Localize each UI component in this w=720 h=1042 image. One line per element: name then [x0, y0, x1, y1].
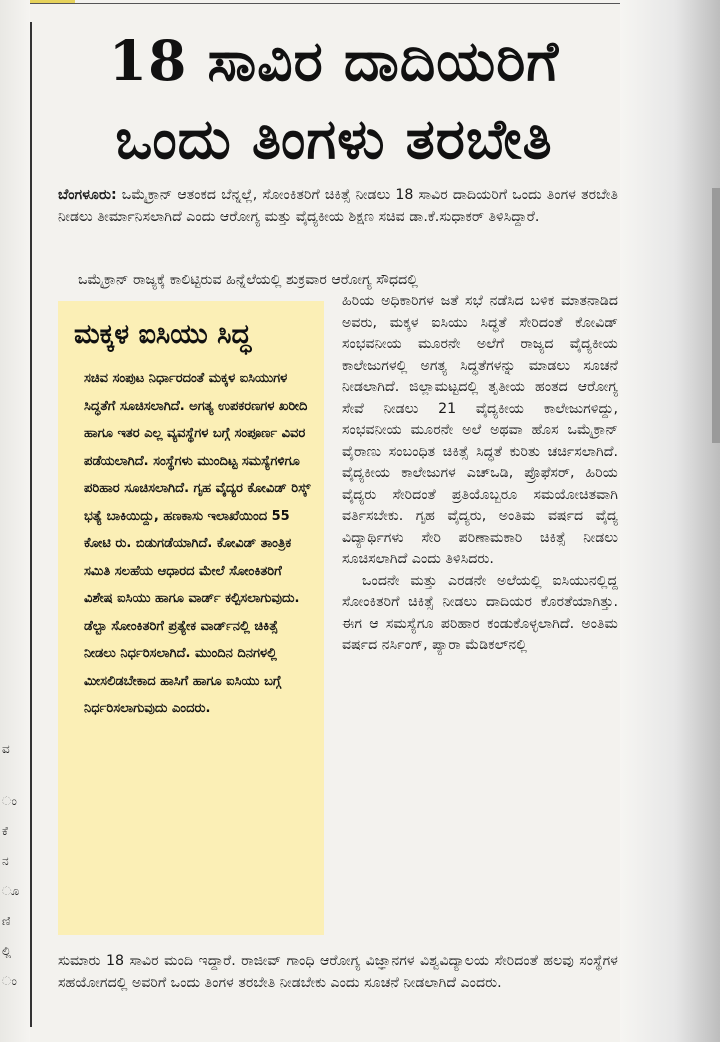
top-rule — [30, 3, 620, 4]
adjacent-column-fragment — [0, 0, 30, 1042]
margin-fragment: ಲ್ಲಿ — [2, 944, 12, 958]
intro-text: ಒಮೈಕ್ರಾನ್ ಆತಂಕದ ಬೆನ್ನಲ್ಲೆ, ಸೋಂಕಿತರಿಗೆ ಚಿಕಿತ್ಸೆ ನೀಡಲು 18 ಸಾವಿರ ದಾದಿಯರಿಗೆ ಒಂದು ತಿಂಗಳ ತರಬೇತಿ ನೀಡಲು ತೀರ್ಮಾನಿಸಲಾಗಿದೆ ಎಂದು ಆರೋಗ್ಯ ಮತ್ತು ವೈದ್ಯಕೀಯ ಶಿಕ್ಷಣ ಸಚಿವ ಡಾ.ಕೆ.ಸುಧಾಕರ್ ತಿಳಿಸಿದ್ದಾರೆ. — [58, 187, 618, 225]
dateline: ಬೆಂಗಳೂರು: — [58, 187, 117, 203]
margin-fragment: ಂ — [2, 794, 17, 808]
margin-fragment: ಣಿ — [2, 914, 11, 928]
margin-fragment: ಂ — [2, 974, 17, 988]
article-closing-paragraph: ಸುಮಾರು 18 ಸಾವಿರ ಮಂದಿ ಇದ್ದಾರೆ. ರಾಜೀವ್ ಗಾಂಧಿ ಆರೋಗ್ಯ ವಿಜ್ಞಾನಗಳ ವಿಶ್ವವಿದ್ಯಾಲಯ ಸೇರಿದಂತೆ ಹಲವು ಸಂಸ್ಥೆಗಳ ಸಹಯೋಗದಲ್ಲಿ ಅವರಿಗೆ ಒಂದು ತಿಂಗಳ ತರಬೇತಿ ನೀಡಬೇಕು ಎಂದು ಸೂಚನೆ ನೀಡಲಾಗಿದೆ ಎಂದರು. — [58, 953, 618, 991]
sidebar-box — [58, 301, 324, 935]
right-column-paragraph-2: ಒಂದನೇ ಮತ್ತು ಎರಡನೇ ಅಲೆಯಲ್ಲಿ ಐಸಿಯುನಲ್ಲಿದ್ದ ಸೋಂಕಿತರಿಗೆ ಚಿಕಿತ್ಸೆ ನೀಡಲು ದಾದಿಯರ ಕೊರತೆಯಾಗಿತ್ತು. ಈಗ ಆ ಸಮಸ್ಯೆಗೂ ಪರಿಹಾರ ಕಂಡುಕೊಳ್ಳಲಾಗಿದೆ. ಅಂತಿಮ ವರ್ಷದ ನರ್ಸಿಂಗ್, ಪ್ಯಾರಾ ಮೆಡಿಕಲ್‌ನಲ್ಲಿ — [342, 572, 618, 653]
right-column-paragraph-1: ಹಿರಿಯ ಅಧಿಕಾರಿಗಳ ಜತೆ ಸಭೆ ನಡೆಸಿದ ಬಳಿಕ ಮಾತನಾಡಿದ ಅವರು, ಮಕ್ಕಳ ಐಸಿಯು ಸಿದ್ಧತೆ ಸೇರಿದಂತೆ ಕೋವಿಡ್ ಸಂಭವನೀಯ ಮೂರನೇ ಅಲೆಗೆ ರಾಜ್ಯದ ವೈದ್ಯಕೀಯ ಕಾಲೇಜುಗಳಲ್ಲಿ ಅಗತ್ಯ ಸಿದ್ಧತೆಗಳನ್ನು ಮಾಡಲು ಸೂಚನೆ ನೀಡಲಾಗಿದೆ. ಜಿಲ್ಲಾಮಟ್ಟದಲ್ಲಿ ತೃತೀಯ ಹಂತದ ಆರೋಗ್ಯ ಸೇವೆ ನೀಡಲು 21 ವೈದ್ಯಕೀಯ ಕಾಲೇಜುಗಳಿದ್ದು, ಸಂಭವನೀಯ ಮೂರನೇ ಅಲೆ ಅಥವಾ ಹೊಸ ಒಮೈಕ್ರಾನ್ ವೈರಾಣು ಸಂಬಂಧಿತ ಚಿಕಿತ್ಸೆ ಸಿದ್ಧತೆ ಕುರಿತು ಚರ್ಚಿಸಲಾಗಿದೆ. ವೈದ್ಯಕೀಯ ಕಾಲೇಜುಗಳ ಎಚ್‌ಒಡಿ, ಪ್ರೊಫೆಸರ್, ಹಿರಿಯ ವೈದ್ಯರು ಸೇರಿದಂತೆ ಪ್ರತಿಯೊಬ್ಬರೂ ಸಮಯೋಚಿತವಾಗಿ ವರ್ತಿಸಬೇಕು. ಗೃಹ ವೈದ್ಯರು, ಅಂತಿಮ ವರ್ಷದ ವೈದ್ಯ ವಿದ್ಯಾರ್ಥಿಗಳು ಸೇರಿ ಪರಿಣಾಮಕಾರಿ ಚಿಕಿತ್ಸೆ ನೀಡಲು ಸೂಚಿಸಲಾಗಿದೆ ಎಂದು ತಿಳಿಸಿದರು. — [342, 293, 618, 567]
article-paragraph-2: ಒಮೈಕ್ರಾನ್ ರಾಜ್ಯಕ್ಕೆ ಕಾಲಿಟ್ಟಿರುವ ಹಿನ್ನೆಲೆಯಲ್ಲಿ ಶುಕ್ರವಾರ ಆರೋಗ್ಯ ಸೌಧದಲ್ಲಿ — [78, 272, 418, 288]
article-headline — [48, 22, 620, 178]
sidebar-text: ಸಚಿವ ಸಂಪುಟ ನಿರ್ಧಾರದಂತೆ ಮಕ್ಕಳ ಐಸಿಯುಗಳ ಸಿದ್ಧತೆಗೆ ಸೂಚಿಸಲಾಗಿದೆ. ಅಗತ್ಯ ಉಪಕರಣಗಳ ಖರೀದಿ ಹಾಗೂ ಇತರ ಎಲ್ಲ ವ್ಯವಸ್ಥೆಗಳ ಬಗ್ಗೆ ಸಂಪೂರ್ಣ ವಿವರ ಪಡೆಯಲಾಗಿದೆ. ಸಂಸ್ಥೆಗಳು ಮುಂದಿಟ್ಟ ಸಮಸ್ಯೆಗಳಿಗೂ ಪರಿಹಾರ ಸೂಚಿಸಲಾಗಿದೆ. ಗೃಹ ವೈದ್ಯರ ಕೋವಿಡ್ ರಿಸ್ಕ್ ಭತ್ಯೆ ಬಾಕಿಯಿದ್ದು, ಹಣಕಾಸು ಇಲಾಖೆಯಿಂದ 55 ಕೋಟಿ ರು. ಬಿಡುಗಡೆಯಾಗಿದೆ. ಕೋವಿಡ್ ತಾಂತ್ರಿಕ ಸಮಿತಿ ಸಲಹೆಯ ಆಧಾರದ ಮೇಲೆ ಸೋಂಕಿತರಿಗೆ ವಿಶೇಷ ಐಸಿಯು ಹಾಗೂ ವಾರ್ಡ್ ಕಲ್ಪಿಸಲಾಗುವುದು. ಡೆಲ್ಟಾ ಸೋಂಕಿತರಿಗೆ ಪ್ರತ್ಯೇಕ ವಾರ್ಡ್‌ನಲ್ಲಿ ಚಿಕಿತ್ಸೆ ನೀಡಲು ನಿರ್ಧರಿಸಲಾಗಿದೆ. ಮುಂದಿನ ದಿನಗಳಲ್ಲಿ ಮೀಸಲಿಡಬೇಕಾದ ಹಾಸಿಗೆ ಹಾಗೂ ಐಸಿಯು ಬಗ್ಗೆ ನಿರ್ಧರಿಸಲಾಗುವುದು ಎಂದರು. — [84, 371, 311, 716]
margin-fragment: ನ — [2, 854, 9, 868]
article-right-column — [342, 291, 618, 657]
margin-fragment: ವ — [2, 742, 10, 756]
sidebar-title: ಮಕ್ಕಳ ಐಸಿಯು ಸಿದ್ಧ — [74, 319, 252, 350]
headline-line-2: ಒಂದು ತಿಂಗಳು ತರಬೇತಿ — [115, 106, 553, 171]
article-intro — [58, 185, 618, 228]
column-divider — [30, 22, 32, 1027]
margin-fragment: ೂ — [2, 884, 20, 898]
headline-line-1: 18 ಸಾವಿರ ದಾದಿಯರಿಗೆ — [108, 28, 560, 93]
scrollbar-thumb[interactable] — [712, 188, 720, 443]
page-right-margin — [620, 0, 720, 1042]
margin-fragment: ಕೆ — [2, 824, 8, 838]
